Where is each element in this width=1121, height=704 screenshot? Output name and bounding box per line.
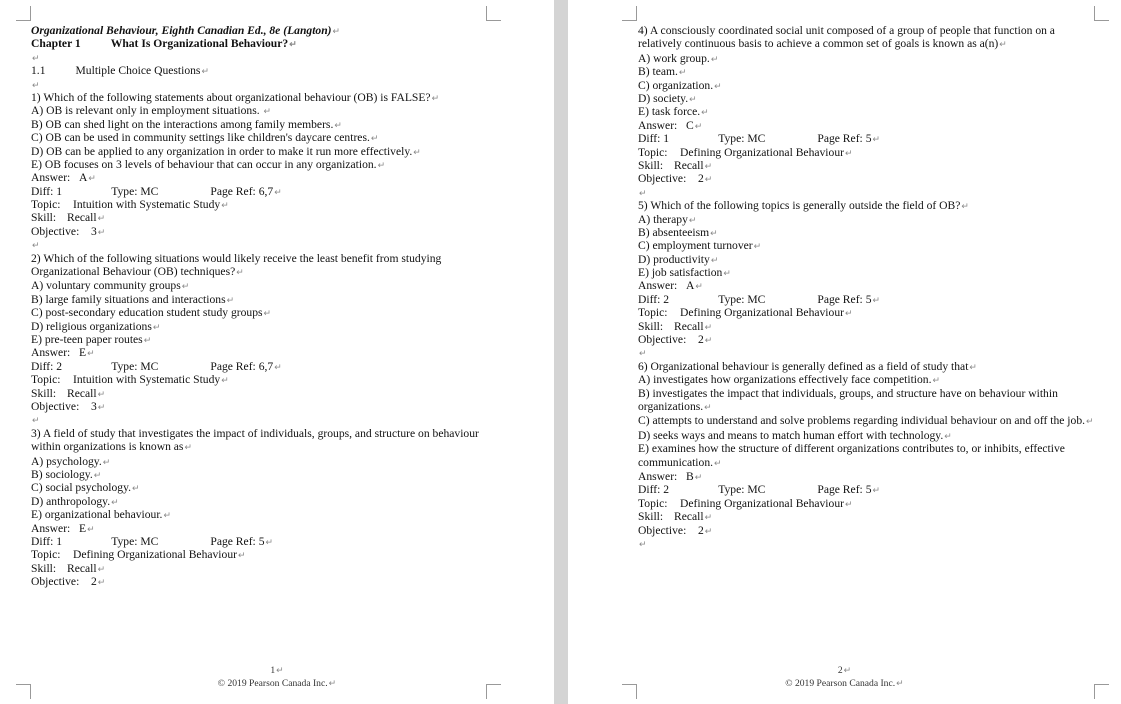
answer-option: C) attempts to understand and solve problems regarding individual behaviour on and off the job.↵ bbox=[638, 414, 1094, 428]
skill-line: Skill: Recall↵ bbox=[638, 158, 713, 172]
paragraph-mark-icon: ↵ bbox=[32, 240, 40, 251]
blank-line bbox=[31, 413, 536, 426]
book-title: Organizational Behaviour, Eighth Canadian Ed., 8e (Langton) bbox=[31, 24, 332, 37]
objective-line: Objective: 2↵ bbox=[638, 333, 713, 347]
answer-option: C) social psychology.↵ bbox=[31, 481, 140, 495]
objective-line: Objective: 2↵ bbox=[638, 172, 713, 186]
blank-line bbox=[31, 78, 536, 91]
page-footer bbox=[0, 664, 554, 690]
blank-line bbox=[638, 186, 1098, 199]
answer-option: D) anthropology.↵ bbox=[31, 494, 119, 508]
topic-line: Topic: Defining Organizational Behaviour↵ bbox=[31, 548, 246, 562]
paragraph-mark-icon: ↵ bbox=[1086, 416, 1094, 427]
paragraph-mark-icon: ↵ bbox=[723, 268, 731, 279]
paragraph-mark-icon: ↵ bbox=[704, 401, 712, 412]
meta-line: Diff: 2 Type: MC Page Ref: 5↵ bbox=[638, 292, 881, 306]
paragraph-mark-icon: ↵ bbox=[844, 147, 853, 158]
paragraph-mark-icon: ↵ bbox=[969, 361, 977, 372]
blank-line bbox=[638, 537, 1098, 550]
paragraph-mark-icon: ↵ bbox=[237, 550, 246, 561]
answer-line: Answer: A↵ bbox=[638, 279, 703, 293]
answer-line: Answer: C↵ bbox=[638, 118, 703, 132]
topic-line: Topic: Defining Organizational Behaviour↵ bbox=[638, 496, 853, 510]
meta-line: Diff: 2 Type: MC Page Ref: 6,7↵ bbox=[31, 359, 282, 373]
paragraph-mark-icon: ↵ bbox=[226, 294, 235, 305]
topic-line: Topic: Defining Organizational Behaviour↵ bbox=[638, 145, 853, 159]
question-stem: 4) A consciously coordinated social unit composed of a group of people that function on a relatively continuous basis to achieve a common set of goals is known as a(n)↵ bbox=[638, 24, 1055, 51]
section-number: 1.1 bbox=[31, 64, 46, 78]
paragraph-mark-icon: ↵ bbox=[334, 119, 342, 130]
paragraph-mark-icon: ↵ bbox=[265, 536, 274, 547]
paragraph-mark-icon: ↵ bbox=[97, 563, 106, 574]
question-stem: 3) A field of study that investigates the impact of individuals, groups, and structure on behaviour within organizations is known as↵ bbox=[31, 426, 479, 454]
paragraph-mark-icon: ↵ bbox=[221, 375, 229, 386]
copyright: © 2019 Pearson Canada Inc.↵ bbox=[217, 678, 337, 689]
skill-line: Skill: Recall↵ bbox=[638, 510, 713, 524]
paragraph-mark-icon: ↵ bbox=[704, 160, 713, 171]
paragraph-mark-icon: ↵ bbox=[236, 267, 244, 278]
paragraph-mark-icon: ↵ bbox=[221, 200, 229, 211]
paragraph-mark-icon: ↵ bbox=[201, 66, 209, 77]
paragraph-mark-icon: ↵ bbox=[88, 173, 96, 184]
paragraph-mark-icon: ↵ bbox=[944, 430, 952, 441]
blank-line bbox=[31, 238, 536, 251]
section-heading bbox=[31, 64, 536, 77]
answer-option: B) sociology.↵ bbox=[31, 467, 102, 481]
paragraph-mark-icon: ↵ bbox=[710, 53, 719, 64]
paragraph-mark-icon: ↵ bbox=[97, 388, 106, 399]
paragraph-mark-icon: ↵ bbox=[639, 348, 647, 359]
answer-option: A) OB is relevant only in employment situations. ↵ bbox=[31, 104, 272, 118]
page-body[interactable] bbox=[31, 24, 536, 588]
paragraph-mark-icon: ↵ bbox=[694, 120, 703, 131]
paragraph-mark-icon: ↵ bbox=[143, 335, 152, 346]
question-stem: 1) Which of the following statements about organizational behaviour (OB) is FALSE?↵ bbox=[31, 90, 440, 104]
answer-option: B) investigates the impact that individuals, groups, and structure have on behaviour within organizations.↵ bbox=[638, 386, 1058, 413]
paragraph-mark-icon: ↵ bbox=[274, 186, 282, 197]
meta-line: Diff: 2 Type: MC Page Ref: 5↵ bbox=[638, 483, 881, 497]
answer-option: E) task force.↵ bbox=[638, 105, 709, 119]
paragraph-mark-icon: ↵ bbox=[753, 241, 762, 252]
paragraph-mark-icon: ↵ bbox=[132, 483, 140, 494]
answer-option: E) pre-teen paper routes↵ bbox=[31, 333, 152, 347]
paragraph-mark-icon: ↵ bbox=[332, 26, 341, 36]
crop-mark bbox=[486, 6, 501, 21]
chapter-title: What Is Organizational Behaviour? bbox=[110, 37, 289, 51]
paragraph-mark-icon: ↵ bbox=[431, 92, 440, 103]
paragraph-mark-icon: ↵ bbox=[704, 512, 713, 523]
paragraph-mark-icon: ↵ bbox=[872, 294, 881, 305]
answer-option: A) therapy↵ bbox=[638, 212, 697, 226]
answer-option: E) job satisfaction↵ bbox=[638, 266, 731, 280]
paragraph-mark-icon: ↵ bbox=[102, 456, 111, 467]
answer-option: D) seeks ways and means to match human effort with technology.↵ bbox=[638, 428, 952, 442]
answer-option: A) voluntary community groups↵ bbox=[31, 279, 190, 293]
paragraph-mark-icon: ↵ bbox=[87, 523, 95, 534]
paragraph-mark-icon: ↵ bbox=[181, 281, 190, 292]
page-body[interactable] bbox=[638, 24, 1098, 550]
paragraph-mark-icon: ↵ bbox=[370, 133, 379, 144]
answer-option: A) investigates how organizations effectively face competition.↵ bbox=[638, 373, 941, 387]
paragraph-mark-icon: ↵ bbox=[97, 401, 106, 412]
question-stem: 6) Organizational behaviour is generally defined as a field of study that↵ bbox=[638, 359, 977, 373]
answer-option: B) OB can shed light on the interactions among family members.↵ bbox=[31, 117, 342, 131]
paragraph-mark-icon: ↵ bbox=[844, 498, 853, 509]
answer-option: A) work group.↵ bbox=[638, 51, 719, 65]
answer-option: B) large family situations and interactions↵ bbox=[31, 292, 235, 306]
paragraph-mark-icon: ↵ bbox=[32, 415, 40, 426]
paragraph-mark-icon: ↵ bbox=[843, 665, 852, 675]
paragraph-mark-icon: ↵ bbox=[701, 107, 709, 118]
answer-option: D) society.↵ bbox=[638, 91, 697, 105]
paragraph-mark-icon: ↵ bbox=[639, 538, 647, 549]
page-number: 1↵ bbox=[270, 665, 284, 676]
meta-line: Diff: 1 Type: MC Page Ref: 5↵ bbox=[31, 534, 274, 548]
topic-line: Topic: Defining Organizational Behaviour↵ bbox=[638, 306, 853, 320]
paragraph-mark-icon: ↵ bbox=[152, 321, 161, 332]
paragraph-mark-icon: ↵ bbox=[688, 214, 697, 225]
crop-mark bbox=[622, 6, 637, 21]
answer-line: Answer: E↵ bbox=[31, 521, 95, 535]
paragraph-mark-icon: ↵ bbox=[111, 496, 119, 507]
paragraph-mark-icon: ↵ bbox=[87, 348, 95, 359]
paragraph-mark-icon: ↵ bbox=[689, 93, 697, 104]
answer-option: C) employment turnover↵ bbox=[638, 239, 762, 253]
paragraph-mark-icon: ↵ bbox=[328, 678, 337, 688]
paragraph-mark-icon: ↵ bbox=[710, 254, 719, 265]
answer-line: Answer: A↵ bbox=[31, 171, 96, 185]
paragraph-mark-icon: ↵ bbox=[274, 361, 282, 372]
topic-line: Topic: Intuition with Systematic Study↵ bbox=[31, 373, 229, 387]
page-number: 2↵ bbox=[837, 665, 852, 676]
paragraph-mark-icon: ↵ bbox=[97, 213, 106, 224]
paragraph-mark-icon: ↵ bbox=[710, 227, 718, 238]
objective-line: Objective: 2↵ bbox=[31, 575, 106, 589]
skill-line: Skill: Recall↵ bbox=[31, 386, 106, 400]
objective-line: Objective: 3↵ bbox=[31, 399, 106, 413]
paragraph-mark-icon: ↵ bbox=[704, 335, 713, 346]
answer-option: A) psychology.↵ bbox=[31, 454, 111, 468]
answer-line: Answer: B↵ bbox=[638, 470, 703, 483]
paragraph-mark-icon: ↵ bbox=[97, 226, 106, 237]
paragraph-mark-icon: ↵ bbox=[276, 665, 284, 675]
answer-option: D) religious organizations↵ bbox=[31, 319, 161, 333]
paragraph-mark-icon: ↵ bbox=[263, 106, 272, 117]
answer-option: C) post-secondary education student study groups↵ bbox=[31, 306, 272, 320]
paragraph-mark-icon: ↵ bbox=[896, 678, 904, 688]
objective-line: Objective: 2↵ bbox=[638, 523, 713, 537]
paragraph-mark-icon: ↵ bbox=[32, 52, 40, 63]
blank-line bbox=[638, 346, 1098, 359]
page-footer bbox=[568, 664, 1121, 690]
chapter-label: Chapter 1 bbox=[31, 37, 81, 51]
paragraph-mark-icon: ↵ bbox=[678, 67, 687, 78]
section-title: Multiple Choice Questions bbox=[75, 64, 201, 78]
paragraph-mark-icon: ↵ bbox=[413, 146, 421, 157]
skill-line: Skill: Recall↵ bbox=[31, 561, 106, 575]
objective-line: Objective: 3↵ bbox=[31, 224, 106, 238]
paragraph-mark-icon: ↵ bbox=[163, 510, 172, 521]
chapter-heading bbox=[31, 37, 536, 50]
paragraph-mark-icon: ↵ bbox=[263, 308, 272, 319]
question-stem: 5) Which of the following topics is generally outside the field of OB?↵ bbox=[638, 199, 969, 213]
paragraph-mark-icon: ↵ bbox=[872, 134, 881, 145]
book-title-line bbox=[31, 24, 536, 37]
topic-line: Topic: Intuition with Systematic Study↵ bbox=[31, 198, 229, 212]
paragraph-mark-icon: ↵ bbox=[932, 375, 941, 386]
document-page-1 bbox=[0, 0, 554, 704]
copyright: © 2019 Pearson Canada Inc.↵ bbox=[785, 678, 904, 689]
answer-option: E) organizational behaviour.↵ bbox=[31, 508, 172, 522]
answer-option: B) absenteeism↵ bbox=[638, 225, 718, 239]
answer-option: E) examines how the structure of different organizations contributes to, or inhibits, effective communication.↵ bbox=[638, 442, 1065, 469]
answer-option: C) organization.↵ bbox=[638, 78, 722, 92]
skill-line: Skill: Recall↵ bbox=[638, 319, 713, 333]
blank-line bbox=[31, 51, 536, 64]
skill-line: Skill: Recall↵ bbox=[31, 211, 106, 225]
paragraph-mark-icon: ↵ bbox=[695, 281, 703, 292]
crop-mark bbox=[1094, 6, 1109, 21]
paragraph-mark-icon: ↵ bbox=[872, 485, 881, 496]
paragraph-mark-icon: ↵ bbox=[714, 457, 722, 468]
paragraph-mark-icon: ↵ bbox=[704, 321, 713, 332]
meta-line: Diff: 1 Type: MC Page Ref: 6,7↵ bbox=[31, 184, 282, 198]
document-page-2 bbox=[568, 0, 1121, 704]
paragraph-mark-icon: ↵ bbox=[999, 39, 1007, 50]
paragraph-mark-icon: ↵ bbox=[32, 79, 40, 90]
paragraph-mark-icon: ↵ bbox=[639, 187, 647, 198]
paragraph-mark-icon: ↵ bbox=[844, 308, 853, 319]
answer-line: Answer: E↵ bbox=[31, 346, 95, 360]
answer-option: D) productivity↵ bbox=[638, 252, 719, 266]
paragraph-mark-icon: ↵ bbox=[377, 159, 386, 170]
answer-option: B) team.↵ bbox=[638, 65, 687, 79]
crop-mark bbox=[16, 6, 31, 21]
paragraph-mark-icon: ↵ bbox=[93, 469, 102, 480]
page-gap bbox=[554, 0, 568, 704]
paragraph-mark-icon: ↵ bbox=[694, 472, 703, 482]
paragraph-mark-icon: ↵ bbox=[961, 201, 969, 212]
answer-option: E) OB focuses on 3 levels of behaviour that can occur in any organization.↵ bbox=[31, 157, 386, 171]
paragraph-mark-icon: ↵ bbox=[97, 577, 106, 588]
paragraph-mark-icon: ↵ bbox=[714, 80, 722, 91]
paragraph-mark-icon: ↵ bbox=[289, 39, 297, 50]
answer-option: C) OB can be used in community settings like children's daycare centres.↵ bbox=[31, 131, 379, 145]
meta-line: Diff: 1 Type: MC Page Ref: 5↵ bbox=[638, 132, 881, 146]
paragraph-mark-icon: ↵ bbox=[704, 525, 713, 536]
answer-option: D) OB can be applied to any organization in order to make it run more effectively.↵ bbox=[31, 144, 421, 158]
paragraph-mark-icon: ↵ bbox=[704, 174, 713, 185]
question-stem: 2) Which of the following situations would likely receive the least benefit from studying Organizational Behaviour (OB) techniques?↵ bbox=[31, 251, 442, 279]
paragraph-mark-icon: ↵ bbox=[184, 442, 192, 453]
